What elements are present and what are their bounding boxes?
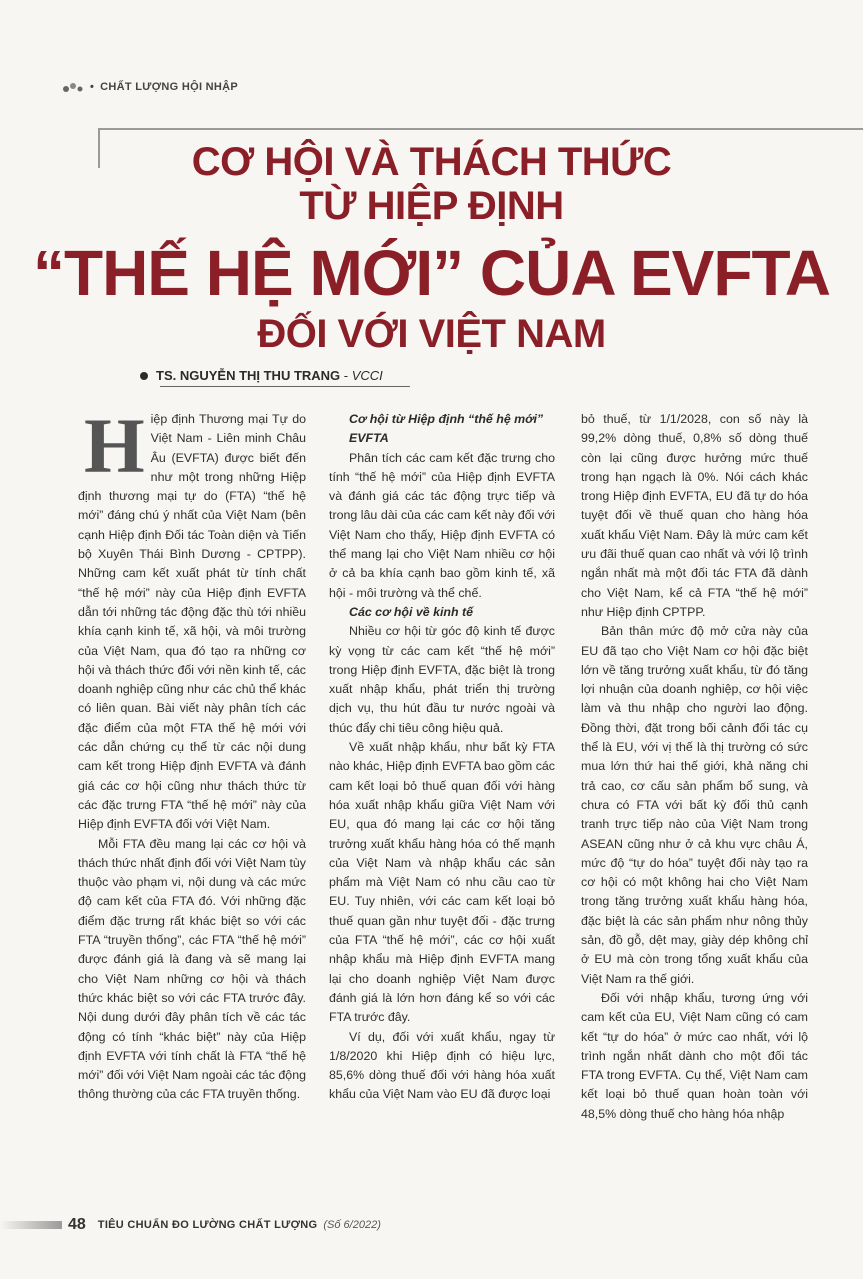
article-column-1 xyxy=(78,402,306,1105)
paragraph: bỏ thuế, từ 1/1/2028, con số này là 99,2% dòng thuế, 0,8% số dòng thuế còn lại cũng được hưởng mức thuế trong hạn ngạch là 0%. Nói cách khác trong Hiệp định EVFTA, EU đã tự do hóa tuyệt đối về thuế quan cho hàng hóa xuất khẩu Việt Nam. Đây là mức cam kết ưu đãi thuế quan cao nhất và với lộ trình ngắn nhất mà một đối tác FTA đã dành cho Việt Nam, kể cả FTA “thế hệ mới” như Hiệp định CPTPP. xyxy=(581,412,808,619)
article-column-3 xyxy=(581,410,808,1124)
paragraph: Về xuất nhập khẩu, như bất kỳ FTA nào khác, Hiệp định EVFTA bao gồm các cam kết loại bỏ thuế quan đối với hàng hóa xuất nhập khẩu giữa Việt Nam với EU, qua đó mang lại các cơ hội tăng trưởng xuất khẩu hàng hóa có thế mạnh của Việt Nam và nhập khẩu các sản phẩm mà Việt Nam có nhu cầu cao từ EU. Tuy nhiên, với các cam kết loại bỏ thuế quan gần như tuyệt đối - đặc trưng của FTA “thế hệ mới”, các cơ hội xuất nhập khẩu mà Hiệp định EVFTA mang lại cho doanh nghiệp Việt Nam được đánh giá là lớn hơn đáng kể so với các FTA trước đây. xyxy=(329,740,555,1025)
paragraph: Mỗi FTA đều mang lại các cơ hội và thách thức nhất định đối với Việt Nam tùy thuộc vào phạm vi, nội dung và các mức độ cam kết của FTA đó. Với những đặc điểm đặc trưng rất khác biệt so với các FTA “truyền thống”, các FTA “thế hệ mới” được đánh giá là đang và sẽ mang lại cho Việt Nam những cơ hội và thách thức khác biệt so với các FTA trước đây. Nội dung dưới đây phân tích về các tác động có tính “khác biệt” này của Hiệp định EVFTA với tính chất là FTA “thế hệ mới” đối với Việt Nam ngoài các tác động thông thường của các FTA truyền thống. xyxy=(78,836,306,1102)
magazine-logo-icon xyxy=(62,80,84,94)
title-line-3: “THẾ HỆ MỚI” CỦA EVFTA xyxy=(32,237,831,309)
section-bullet: • xyxy=(90,81,95,93)
page-number: 48 xyxy=(68,1216,86,1233)
byline-underline xyxy=(160,386,410,387)
article-column-2 xyxy=(329,410,555,1105)
paragraph: Phân tích các cam kết đặc trưng cho tính “thế hệ mới” của Hiệp định EVFTA và đánh giá các tác động trực tiếp và trong lâu dài của các cam kết này đối với Việt Nam cho thấy, Hiệp định EVFTA có thể mang lại cho Việt Nam nhiều cơ hội ở cả ba khía cạnh bao gồm kinh tế, xã hội - môi trường và thể chế. xyxy=(329,450,555,600)
paragraph: Đối với nhập khẩu, tương ứng với cam kết của EU, Việt Nam cũng có cam kết “tự do hóa” ở mức cao nhất, với lộ trình ngắn nhất dành cho một đối tác FTA trong EVFTA. Cụ thể, Việt Nam cam kết loại bỏ thuế quan hoàn toàn với 48,5% dòng thuế cho hàng hóa nhập xyxy=(581,990,808,1121)
section-label: CHẤT LƯỢNG HỘI NHẬP xyxy=(100,81,239,93)
paragraph: Ví dụ, đối với xuất khẩu, ngay từ 1/8/2020 khi Hiệp định có hiệu lực, 85,6% dòng thuế đối với hàng hóa xuất khẩu của Việt Nam vào EU đã được loại xyxy=(329,1029,555,1102)
page-footer xyxy=(0,1214,863,1236)
subsection-heading: Các cơ hội về kinh tế xyxy=(349,604,474,619)
footer-gradient-bar xyxy=(0,1221,62,1229)
author-separator: - xyxy=(340,368,352,383)
author-byline xyxy=(140,368,383,383)
section-header xyxy=(62,76,238,98)
title-line-4: ĐỐI VỚI VIỆT NAM xyxy=(257,312,606,356)
byline-bullet-icon xyxy=(140,372,148,380)
author-name: TS. NGUYỄN THỊ THU TRANG xyxy=(156,368,341,383)
author-organization: VCCI xyxy=(351,368,383,383)
title-line-1: CƠ HỘI VÀ THÁCH THỨC xyxy=(191,140,672,184)
title-frame-top-rule xyxy=(98,128,863,130)
title-line-2: TỪ HIỆP ĐỊNH xyxy=(299,184,564,228)
drop-cap: H xyxy=(84,402,145,489)
paragraph-text: iệp định Thương mại Tự do Việt Nam - Liên minh Châu Âu (EVFTA) được biết đến như một trong những Hiệp định thương mại tự do (FTA) “thế hệ mới” đáng chú ý nhất của Việt Nam (bên cạnh Hiệp định Đối tác Toàn diện và Tiến bộ Xuyên Thái Bình Dương - CPTPP). Những cam kết xuất phát từ tính chất “thế hệ mới” này của Hiệp định EVFTA dẫn tới những tác động đặc thù tới nhiều khía cạnh kinh tế, xã hội, và môi trường của Việt Nam, qua đó tạo ra những cơ hội và thách thức đối với nền kinh tế, các doanh nghiệp cũng như các chủ thể khác có liên quan. Bài viết này phân tích các đặc điểm của một FTA thế hệ mới với các dẫn chứng cụ thể từ các nội dung cam kết trong Hiệp định EVFTA và đánh giá các cơ hội cũng như thách thức từ các đặc trưng FTA “thế hệ mới” này của Hiệp định EVFTA đối với Việt Nam. xyxy=(78,412,306,832)
paragraph: Bản thân mức độ mở cửa này của EU đã tạo cho Việt Nam cơ hội đặc biệt lớn về tăng trưởng xuất khẩu, từ đó tăng lợi nhuận của doanh nghiệp, cơ hội việc làm và thu nhập cho người lao động. Đồng thời, đặt trong bối cảnh đối tác cụ thể là EU, với vị thế là thị trường có sức mua lớn thứ hai thế giới, khả năng chi trả cao, cơ cấu sản phẩm bổ sung, và chưa có FTA với bất kỳ đối thủ cạnh tranh trực tiếp nào của Việt Nam trong ASEAN cũng như ở cả khu vực châu Á, mức độ “tự do hóa” tuyệt đối này tạo ra cơ hội có một không hai cho Việt Nam trong tăng trưởng xuất khẩu hàng hóa, đặc biệt là các sản phẩm như nông thủy sản, đồ gỗ, dệt may, giày dép không chỉ ở EU mà còn trong tổng xuất khẩu của Việt Nam ra thế giới. xyxy=(581,624,808,986)
issue-number: (Số 6/2022) xyxy=(323,1219,381,1231)
paragraph xyxy=(78,402,306,835)
paragraph: Nhiều cơ hội từ góc độ kinh tế được kỳ vọng từ các cam kết “thế hệ mới” trong Hiệp định EVFTA, đặc biệt là trong xuất nhập khẩu, phát triển thị trường dịch vụ, thu hút đầu tư nước ngoài và thúc đẩy chi tiêu công hiệu quả. xyxy=(329,624,555,735)
publication-name: TIÊU CHUẨN ĐO LƯỜNG CHẤT LƯỢNG xyxy=(97,1219,318,1231)
section-heading: Cơ hội từ Hiệp định “thế hệ mới” EVFTA xyxy=(349,412,544,446)
